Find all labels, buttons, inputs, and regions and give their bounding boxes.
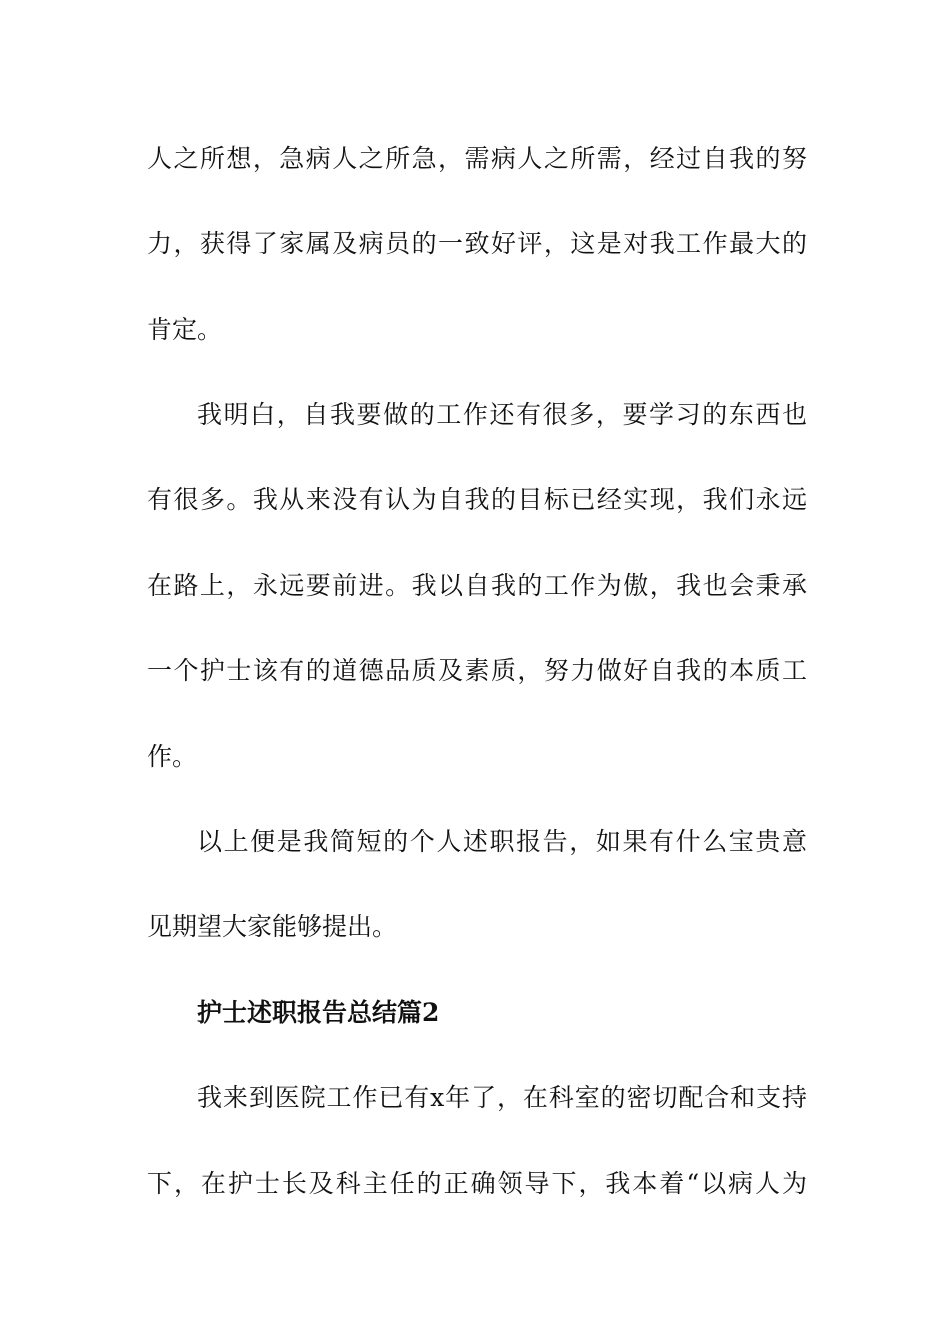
- paragraph-line: 一个护士该有的道德品质及素质，努力做好自我的本质工: [147, 656, 807, 685]
- paragraph-line: 我来到医院工作已有x年了，在科室的密切配合和支持: [197, 1083, 807, 1112]
- paragraph-line: 下，在护士长及科主任的正确领导下，我本着“以病人为: [147, 1169, 807, 1198]
- paragraph-line: 在路上，永远要前进。我以自我的工作为傲，我也会秉承: [147, 571, 807, 600]
- paragraph-line: 有很多。我从来没有认为自我的目标已经实现，我们永远: [147, 485, 807, 514]
- section-heading: 护士述职报告总结篇2: [197, 998, 440, 1027]
- paragraph-line: 我明白，自我要做的工作还有很多，要学习的东西也: [197, 400, 807, 429]
- paragraph-line: 以上便是我简短的个人述职报告，如果有什么宝贵意: [197, 827, 807, 856]
- paragraph-line: 肯定。: [147, 315, 223, 344]
- paragraph-line: 人之所想，急病人之所急，需病人之所需，经过自我的努: [147, 144, 807, 173]
- paragraph-line: 力，获得了家属及病员的一致好评，这是对我工作最大的: [147, 229, 807, 258]
- paragraph-line: 作。: [147, 742, 198, 771]
- paragraph-line: 见期望大家能够提出。: [147, 912, 398, 941]
